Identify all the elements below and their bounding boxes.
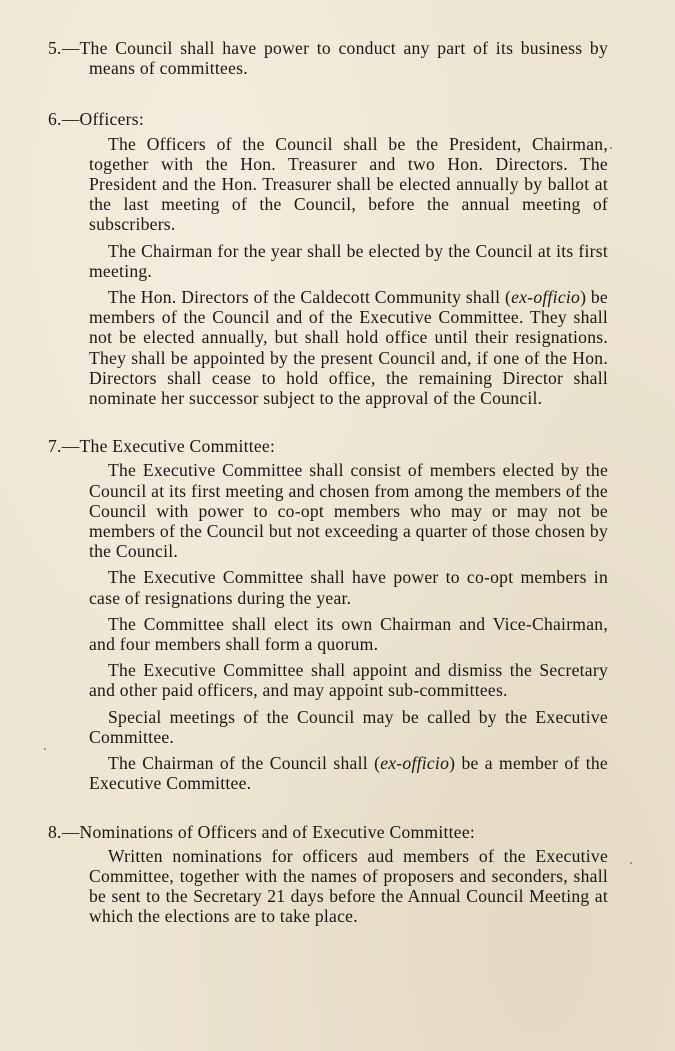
section-title: —Officers: (61, 109, 145, 130)
section-title: —Nominations of Officers and of Executive Committee: (61, 821, 476, 842)
section-number: 6. (48, 109, 62, 130)
text-run: The Hon. Directors of the Caldecott Community shall ( (108, 287, 512, 308)
section-5 (48, 38, 608, 78)
section-7 (48, 436, 608, 793)
paragraph (89, 287, 608, 408)
section-number: 8. (48, 821, 62, 842)
italic-text: ex-officio (380, 753, 450, 774)
section-6-heading (48, 109, 608, 129)
section-6 (48, 109, 608, 408)
section-7-heading (48, 436, 608, 456)
paragraph: The Executive Committee shall have power to co-opt members in case of resignations during the year. (89, 567, 608, 608)
paragraph: The Executive Committee shall consist of members elected by the Council at its first meeting and chosen from among the members of the Council with power to co-opt members who may or may not be members of the Council but not exceeding a quarter of those chosen by the Council. (89, 460, 608, 562)
paragraph (89, 753, 608, 793)
text-run: ) be members of the Council and of the Executive Committee. They shall not be elected annually, but shall hold office until their resignations. They shall be appointed by the present Council and, if one of the Hon. Directors shall cease to hold office, the remaining Director shall nominate her successor subject to the approval of the Council. (89, 287, 608, 409)
section-body: —The Council shall have power to conduct any part of its business by means of committees. (61, 38, 608, 79)
paragraph: The Committee shall elect its own Chairman and Vice-Chairman, and four members shall form a quorum. (89, 613, 608, 655)
paragraph: The Chairman for the year shall be elected by the Council at its first meeting. (89, 240, 608, 281)
paragraph: The Officers of the Council shall be the President, Chairman, together with the Hon. Treasurer and two Hon. Directors. The President and the Hon. Treasurer shall be elected annually by ballot at the last meeting of the Council, before the annual meeting of subscribers. (89, 133, 608, 235)
constitution-text (48, 38, 608, 927)
section-5-text (48, 38, 608, 78)
paper-speck (610, 147, 612, 149)
paragraph: Special meetings of the Council may be called by the Executive Committee. (89, 706, 608, 747)
section-number: 5. (48, 38, 62, 58)
italic-text: ex-officio (511, 287, 581, 308)
section-8 (48, 822, 608, 927)
paragraph: The Executive Committee shall appoint and dismiss the Secretary and other paid officers, and may appoint sub-committees. (89, 660, 608, 701)
section-title: —The Executive Committee: (61, 436, 276, 457)
text-run: The Chairman of the Council shall ( (108, 753, 381, 774)
paper-speck (44, 748, 46, 750)
paragraph: Written nominations for officers aud members of the Executive Committee, together with the names of proposers and seconders, shall be sent to the Secretary 21 days before the Annual Council Meeting at which the elections are to take place. (89, 845, 608, 927)
section-8-heading (48, 822, 608, 842)
paper-speck (630, 862, 632, 864)
section-number: 7. (48, 436, 62, 457)
text-run: ) be a member of the Executive Committee. (89, 753, 608, 794)
